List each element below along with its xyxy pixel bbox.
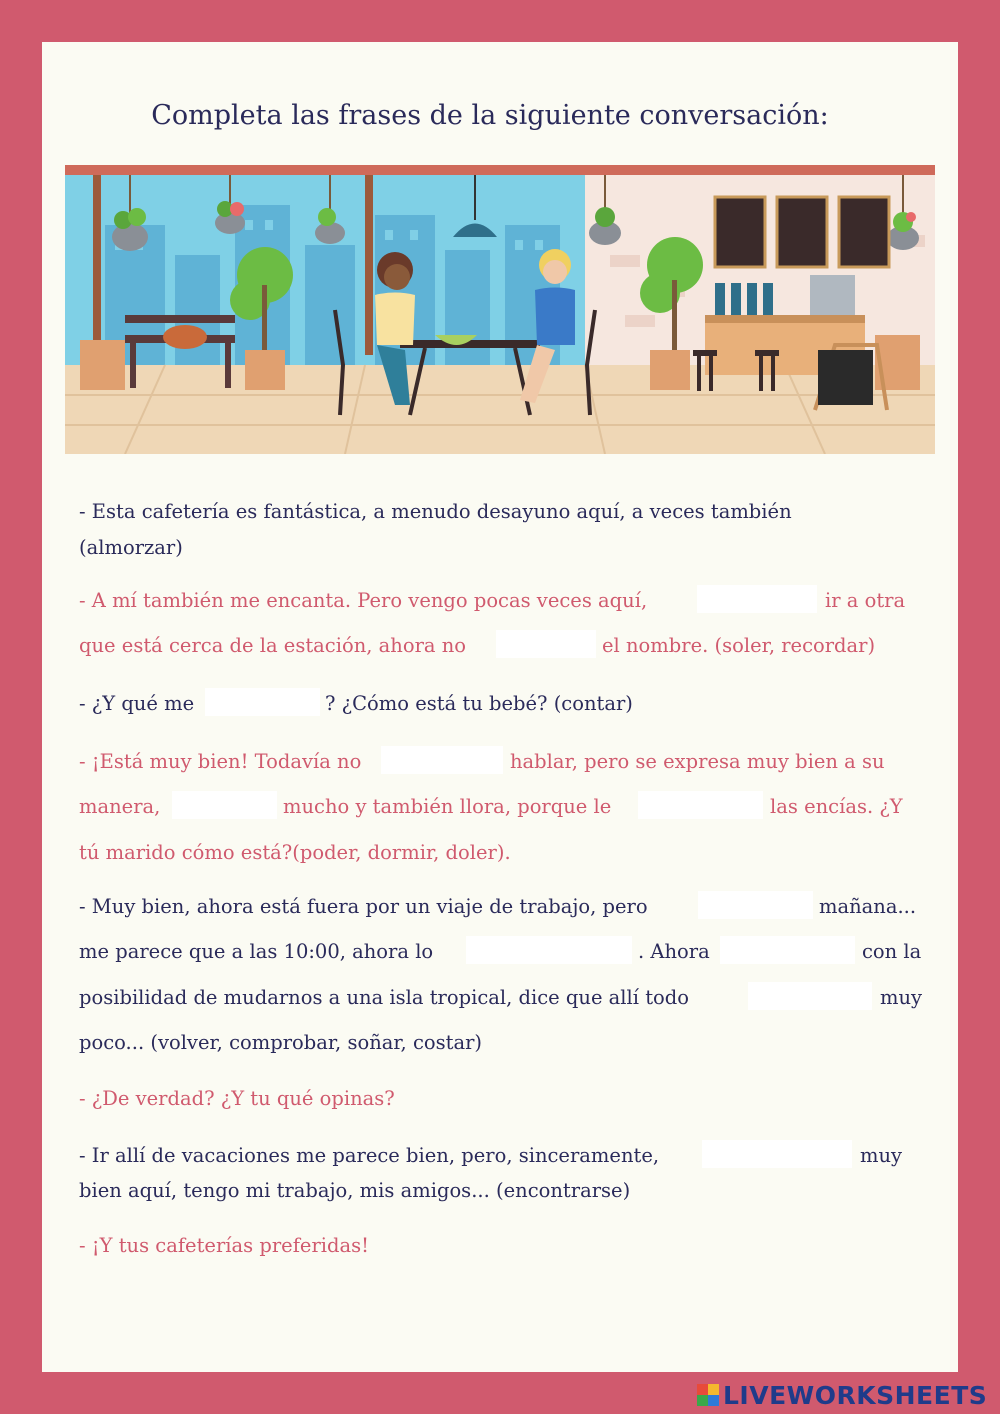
answer-blank-9[interactable]: [720, 936, 855, 964]
line-4b-part1: manera,: [79, 795, 161, 818]
line-5a-part2: mañana...: [819, 895, 917, 918]
line-5b-part1: me parece que a las 10:00, ahora lo: [79, 940, 434, 963]
line-7a-part1: - Ir allí de vacaciones me parece bien, pero, sinceramente,: [79, 1144, 660, 1167]
answer-blank-5[interactable]: [172, 791, 277, 819]
line-5a-part1: - Muy bien, ahora está fuera por un viaje de trabajo, pero: [79, 895, 648, 918]
cafe-scene-svg: [65, 165, 935, 454]
line-4c: tú marido cómo está?(poder, dormir, doler).: [79, 841, 511, 864]
liveworksheets-wordmark: LIVEWORKSHEETS: [723, 1380, 988, 1410]
line-4b-part3: las encías. ¿Y: [770, 795, 903, 818]
line-4a-part1: - ¡Está muy bien! Todavía no: [79, 750, 362, 773]
line-5c-part1: posibilidad de mudarnos a una isla tropical, dice que allí todo: [79, 986, 690, 1009]
answer-blank-11[interactable]: [702, 1140, 852, 1168]
line-2b-part1: que está cerca de la estación, ahora no: [79, 634, 467, 657]
line-5c-part2: muy: [880, 986, 923, 1009]
line-3-part1: - ¿Y qué me: [79, 692, 195, 715]
answer-blank-4[interactable]: [381, 746, 503, 774]
line-7a-part2: muy: [860, 1144, 903, 1167]
line-1b: (almorzar): [79, 536, 183, 559]
cafe-terrace-illustration: [65, 165, 935, 454]
line-5d: poco... (volver, comprobar, soñar, costar): [79, 1031, 483, 1054]
answer-blank-8[interactable]: [466, 936, 632, 964]
answer-blank-7[interactable]: [698, 891, 813, 919]
liveworksheets-logo: [697, 1381, 987, 1409]
answer-blank-2[interactable]: [496, 630, 596, 658]
answer-blank-1[interactable]: [697, 585, 817, 613]
line-7b: bien aquí, tengo mi trabajo, mis amigos... (encontrarse): [79, 1179, 631, 1202]
line-2a-part2: ir a otra: [825, 589, 906, 612]
line-2a-part1: - A mí también me encanta. Pero vengo pocas veces aquí,: [79, 589, 648, 612]
page-title: Completa las frases de la siguiente conversación:: [151, 100, 829, 131]
line-5b-part2: . Ahora: [638, 940, 710, 963]
answer-blank-10[interactable]: [748, 982, 872, 1010]
line-4a-part2: hablar, pero se expresa muy bien a su: [510, 750, 885, 773]
answer-blank-6[interactable]: [638, 791, 763, 819]
line-1a: - Esta cafetería es fantástica, a menudo desayuno aquí, a veces también: [79, 500, 792, 523]
line-6: - ¿De verdad? ¿Y tu qué opinas?: [79, 1087, 395, 1110]
liveworksheets-mark-icon: [697, 1384, 719, 1406]
line-4b-part2: mucho y también llora, porque le: [283, 795, 612, 818]
line-5b-part3: con la: [862, 940, 922, 963]
line-8: - ¡Y tus cafeterías preferidas!: [79, 1234, 369, 1257]
line-3-part2: ? ¿Cómo está tu bebé? (contar): [325, 692, 633, 715]
answer-blank-3[interactable]: [205, 688, 320, 716]
line-2b-part2: el nombre. (soler, recordar): [602, 634, 876, 657]
